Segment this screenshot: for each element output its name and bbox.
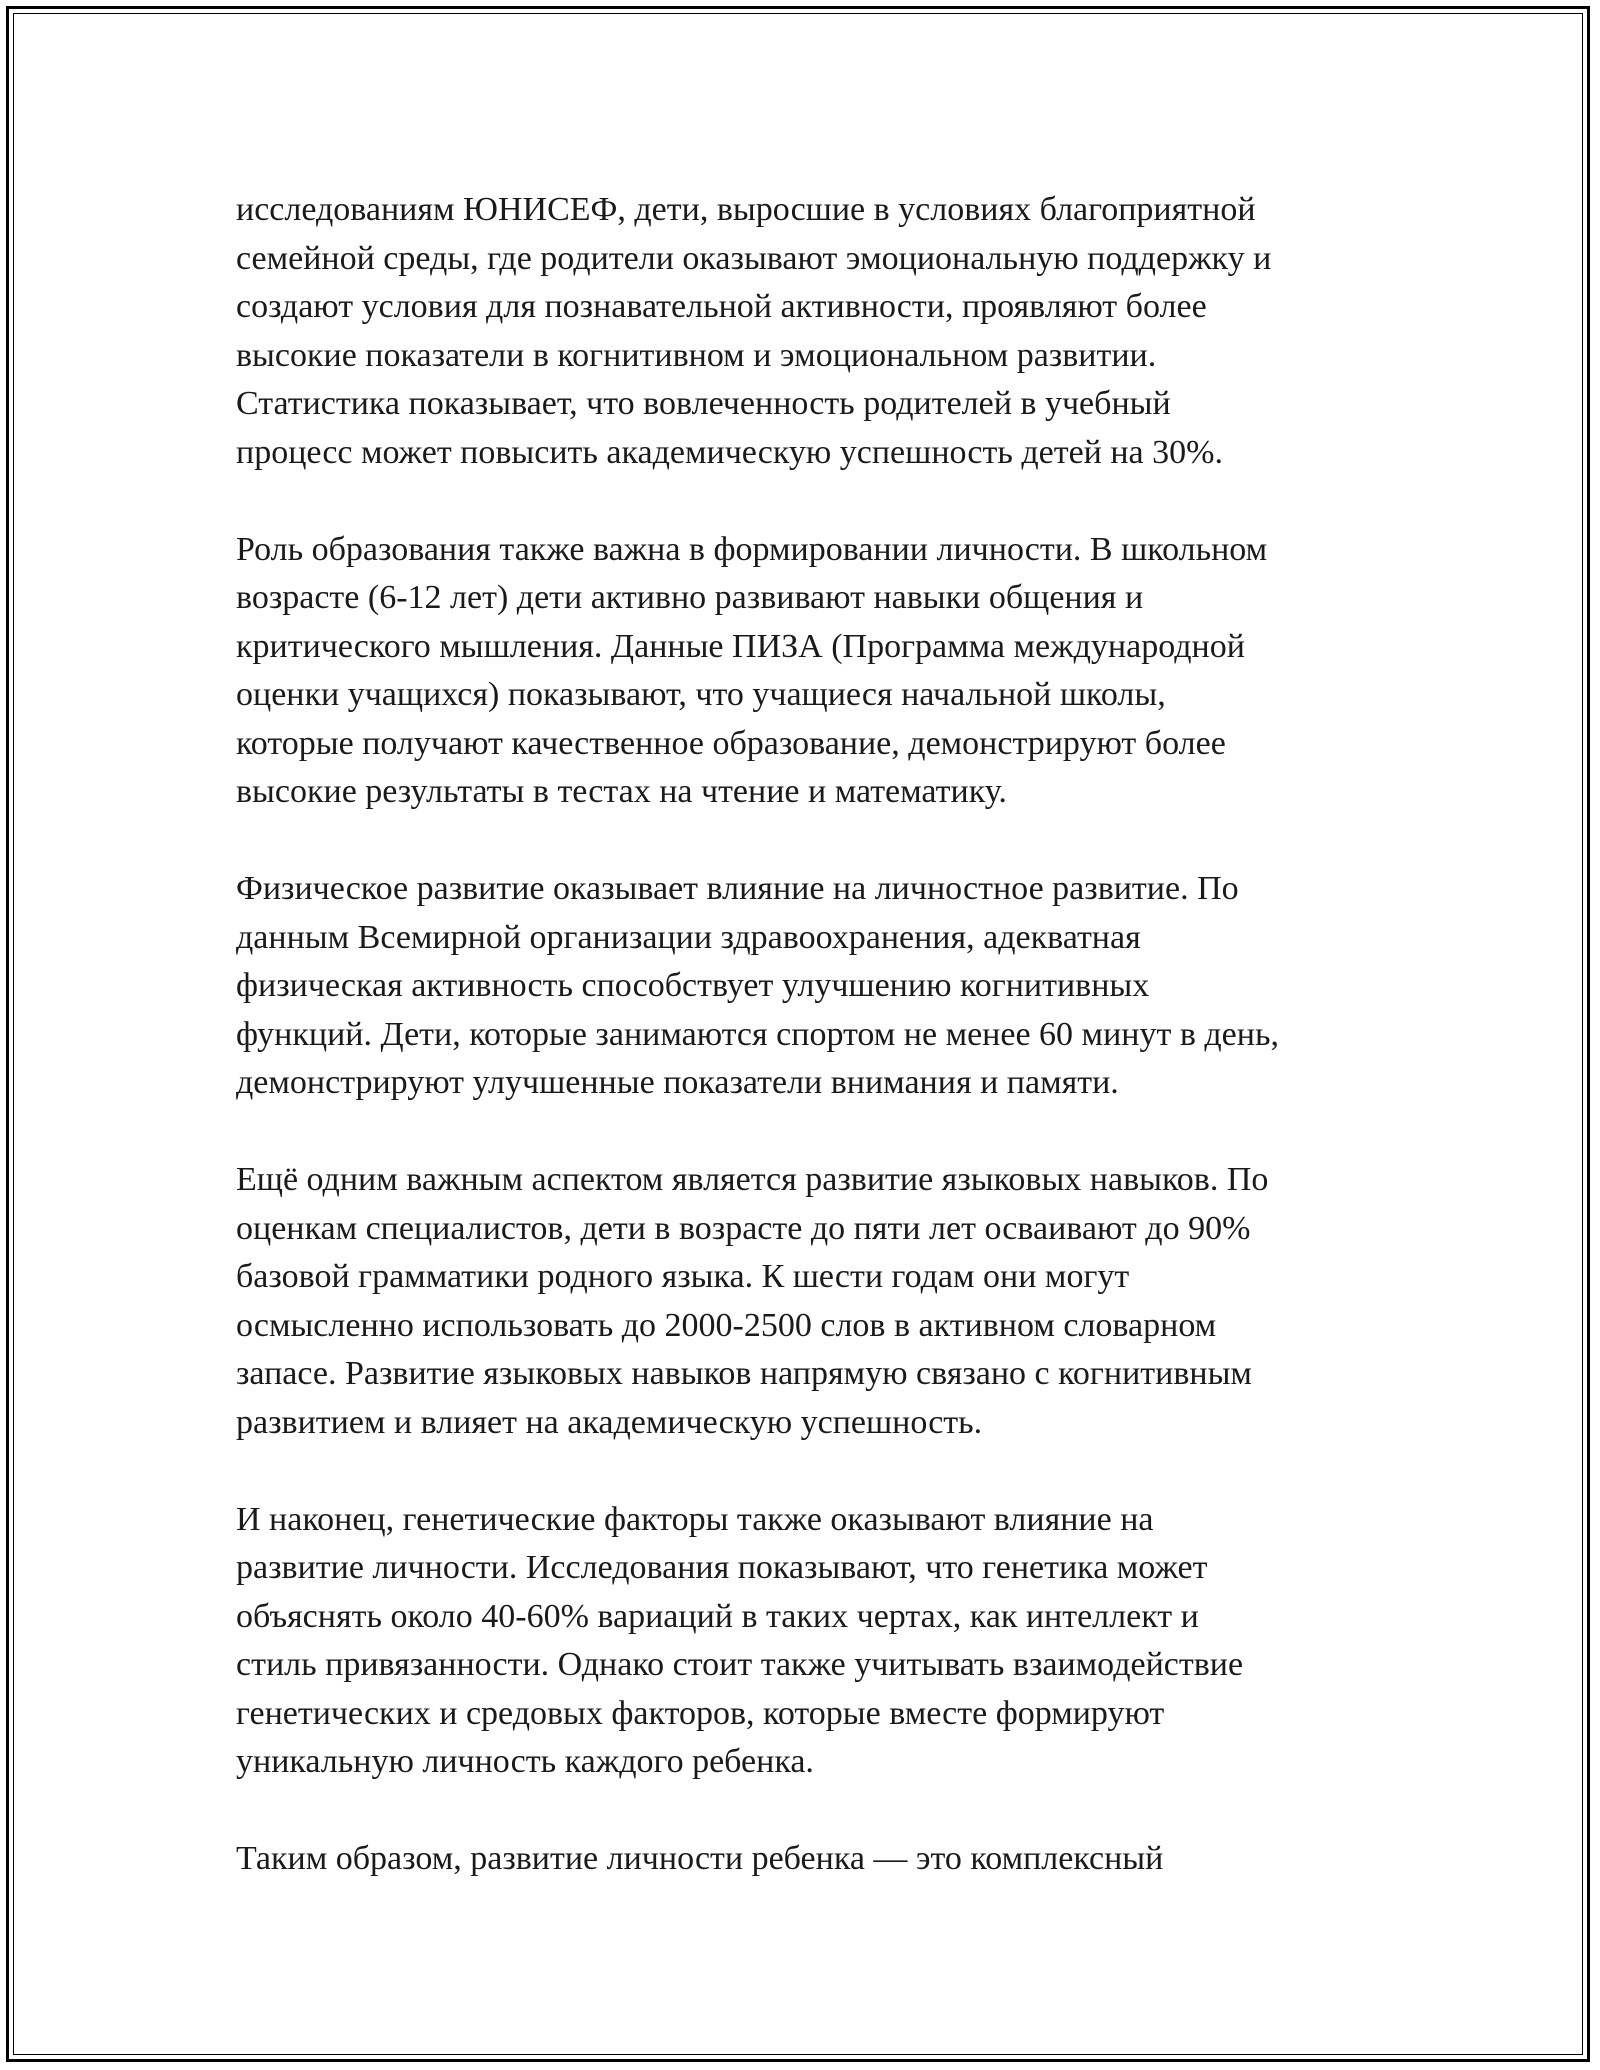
text-line: объяснять около 40-60% вариаций в таких чертах, как интеллект и [236, 1597, 1199, 1635]
text-line: оценки учащихся) показывают, что учащиеся начальной школы, [236, 676, 1166, 713]
text-line: стиль привязанности. Однако стоит также учитывать взаимодействие [236, 1646, 1244, 1683]
text-line: базовой грамматики родного языка. К шести годам они могут [236, 1258, 1130, 1295]
text-line: развитие личности. Исследования показывают, что генетика может [236, 1549, 1208, 1586]
text-line: процесс может повысить академическую успешность детей на 30%. [236, 433, 1223, 471]
paragraph-5 [236, 1496, 1386, 1787]
paragraph-3 [236, 865, 1386, 1108]
text-line: оценкам специалистов, дети в возрасте до пяти лет осваивают до 90% [236, 1209, 1251, 1247]
text-line: демонстрируют улучшенные показатели внимания и памяти. [236, 1064, 1119, 1101]
text-line: физическая активность способствует улучшению когнитивных [236, 967, 1150, 1004]
text-line: семейной среды, где родители оказывают эмоциональную поддержку и [236, 239, 1272, 277]
text-line: генетических и средовых факторов, которые вместе формируют [236, 1694, 1165, 1732]
text-line: высокие показатели в когнитивном и эмоциональном развитии. [236, 336, 1157, 374]
text-line: Статистика показывает, что вовлеченность родителей в учебный [236, 385, 1171, 422]
text-line: которые получают качественное образование, демонстрируют более [236, 724, 1226, 762]
paragraph-1 [236, 186, 1386, 477]
text-line: развитием и влияет на академическую успешность. [236, 1403, 983, 1441]
text-line: осмысленно использовать до 2000-2500 слов в активном словарном [236, 1306, 1217, 1344]
text-line: Физическое развитие оказывает влияние на личностное развитие. По [236, 870, 1239, 907]
paragraph-2 [236, 526, 1386, 817]
text-line: критического мышления. Данные ПИЗА (Программа международной [236, 627, 1245, 665]
document-body [236, 186, 1386, 1932]
text-line: возрасте (6-12 лет) дети активно развивают навыки общения и [236, 579, 1144, 616]
text-line: И наконец, генетические факторы также оказывают влияние на [236, 1500, 1154, 1538]
text-line: уникальную личность каждого ребенка. [236, 1743, 814, 1780]
text-line: Роль образования также важна в формировании личности. В школьном [236, 530, 1268, 568]
paragraph-6 [236, 1835, 1386, 1884]
text-line: исследованиям ЮНИСЕФ, дети, выросшие в условиях благоприятной [236, 191, 1256, 228]
text-line: Ещё одним важным аспектом является развитие языковых навыков. По [236, 1161, 1269, 1198]
text-line: запасе. Развитие языковых навыков напрямую связано с когнитивным [236, 1355, 1252, 1392]
paragraph-4 [236, 1156, 1386, 1447]
text-line: высокие результаты в тестах на чтение и математику. [236, 773, 1007, 810]
text-line: создают условия для познавательной активности, проявляют более [236, 288, 1207, 325]
text-line: функций. Дети, которые занимаются спортом не менее 60 минут в день, [236, 1015, 1279, 1053]
text-line: Таким образом, развитие личности ребенка — это комплексный [236, 1840, 1164, 1877]
text-line: данным Всемирной организации здравоохранения, адекватная [236, 918, 1141, 956]
